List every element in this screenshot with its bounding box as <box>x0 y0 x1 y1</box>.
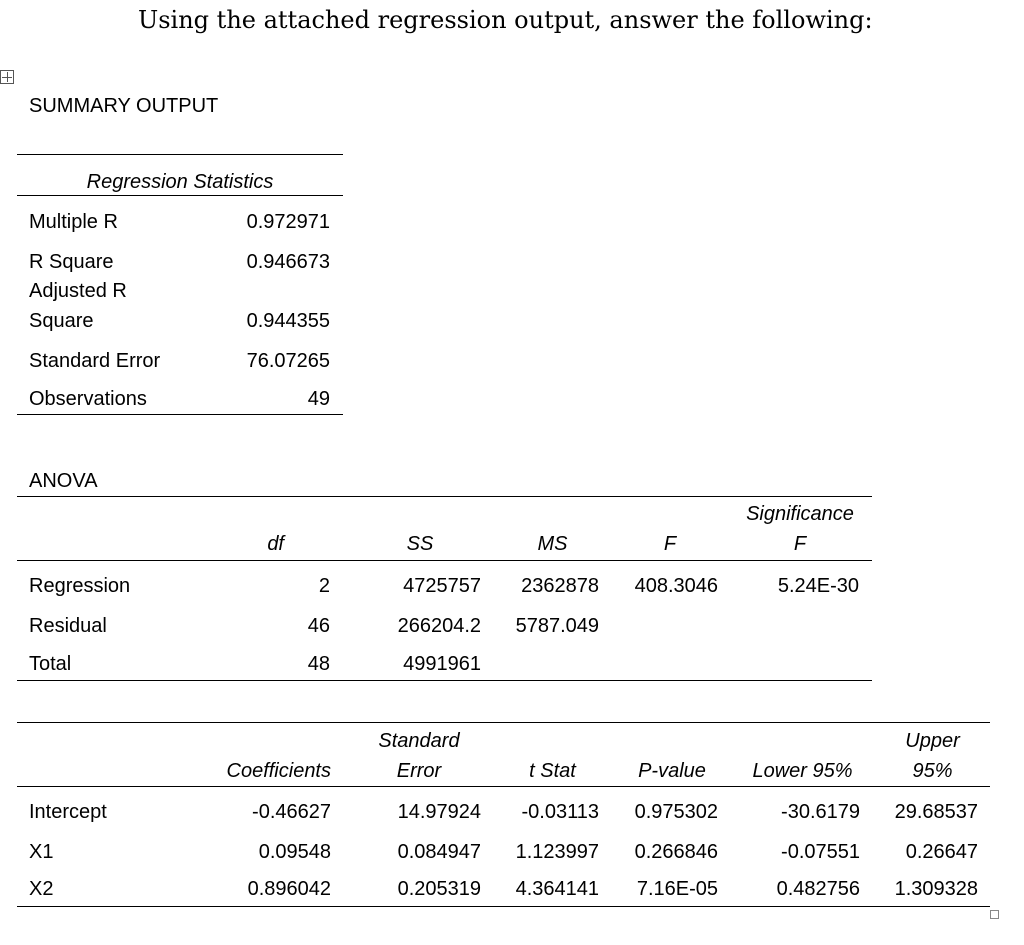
coef-row-se-intercept: 14.97924 <box>397 801 481 823</box>
anova-row-ss-regression: 4725757 <box>403 575 481 597</box>
anova-header-rule <box>17 560 872 561</box>
summary-title: SUMMARY OUTPUT <box>29 95 219 117</box>
coef-row-t-intercept: -0.03113 <box>521 801 599 823</box>
coef-row-coef-x1: 0.09548 <box>258 841 331 863</box>
coef-row-label-x1: X1 <box>29 841 54 863</box>
anova-header-df: df <box>267 533 284 555</box>
anova-row-label-residual: Residual <box>29 615 107 637</box>
coef-row-upper-x2: 1.309328 <box>894 878 978 900</box>
regstats-bottom-rule <box>17 414 343 415</box>
anova-row-label-regression: Regression <box>29 575 131 597</box>
coef-row-upper-x1: 0.26647 <box>905 841 978 863</box>
anova-header-ss: SS <box>406 533 434 555</box>
coef-row-p-x1: 0.266846 <box>634 841 718 863</box>
coef-header-t-stat: t Stat <box>529 760 576 782</box>
coef-row-label-intercept: Intercept <box>29 801 107 823</box>
coef-header-se-line1: Standard <box>378 730 460 752</box>
anova-row-df-residual: 46 <box>307 615 330 637</box>
regstats-top-rule <box>17 154 343 155</box>
regstats-label-adjusted-r-line1: Adjusted R <box>29 280 127 302</box>
coef-row-upper-intercept: 29.68537 <box>894 801 978 823</box>
coef-row-lower-intercept: -30.6179 <box>781 801 860 823</box>
page-heading: Using the attached regression output, answer the following: <box>138 6 873 34</box>
anova-row-df-total: 48 <box>307 653 330 675</box>
regstats-value-multiple-r: 0.972971 <box>246 211 330 233</box>
coef-row-t-x1: 1.123997 <box>515 841 599 863</box>
coef-header-se-line2: Error <box>396 760 442 782</box>
coef-header-lower-95: Lower 95% <box>752 760 853 782</box>
anova-title: ANOVA <box>29 470 98 492</box>
coef-row-p-intercept: 0.975302 <box>634 801 718 823</box>
anova-row-df-regression: 2 <box>318 575 330 597</box>
anova-row-f-regression: 408.3046 <box>634 575 718 597</box>
anova-row-sig-regression: 5.24E-30 <box>777 575 859 597</box>
coef-header-upper-line2: 95% <box>912 760 953 782</box>
coef-bottom-rule <box>17 906 990 907</box>
anova-bottom-rule <box>17 680 872 681</box>
anova-header-significance-line2: F <box>793 533 807 555</box>
coef-row-t-x2: 4.364141 <box>515 878 599 900</box>
regstats-value-r-square: 0.946673 <box>246 251 330 273</box>
regstats-label-r-square: R Square <box>29 251 114 273</box>
regstats-label-standard-error: Standard Error <box>29 350 161 372</box>
regstats-label-adjusted-r-line2: Square <box>29 310 94 332</box>
anova-header-f: F <box>663 533 677 555</box>
regstats-value-standard-error: 76.07265 <box>246 350 330 372</box>
anova-row-label-total: Total <box>29 653 72 675</box>
coef-row-lower-x2: 0.482756 <box>776 878 860 900</box>
anova-header-significance-line1: Significance <box>746 503 854 525</box>
table-resize-handle-icon[interactable] <box>990 910 999 919</box>
coef-row-se-x1: 0.084947 <box>397 841 481 863</box>
anova-row-ms-regression: 2362878 <box>521 575 599 597</box>
regstats-header-rule <box>17 195 343 196</box>
regstats-label-observations: Observations <box>29 388 147 410</box>
coef-header-upper-line1: Upper <box>905 730 960 752</box>
regstats-value-adjusted-r-square: 0.944355 <box>246 310 330 332</box>
coef-row-coef-x2: 0.896042 <box>247 878 331 900</box>
regstats-title: Regression Statistics <box>86 171 274 193</box>
anova-top-rule <box>17 496 872 497</box>
coef-row-se-x2: 0.205319 <box>397 878 481 900</box>
coef-row-label-x2: X2 <box>29 878 54 900</box>
anova-header-ms: MS <box>537 533 568 555</box>
coef-header-p-value: P-value <box>638 760 706 782</box>
coef-row-lower-x1: -0.07551 <box>781 841 860 863</box>
anova-row-ss-total: 4991961 <box>403 653 481 675</box>
regstats-value-observations: 49 <box>307 388 330 410</box>
coef-row-coef-intercept: -0.46627 <box>252 801 331 823</box>
coef-top-rule <box>17 722 990 723</box>
table-move-handle-icon[interactable] <box>0 70 14 84</box>
coef-header-rule <box>17 786 990 787</box>
anova-row-ms-residual: 5787.049 <box>515 615 599 637</box>
coef-row-p-x2: 7.16E-05 <box>636 878 718 900</box>
coef-header-coefficients: Coefficients <box>226 760 331 782</box>
regstats-label-multiple-r: Multiple R <box>29 211 118 233</box>
anova-row-ss-residual: 266204.2 <box>397 615 481 637</box>
